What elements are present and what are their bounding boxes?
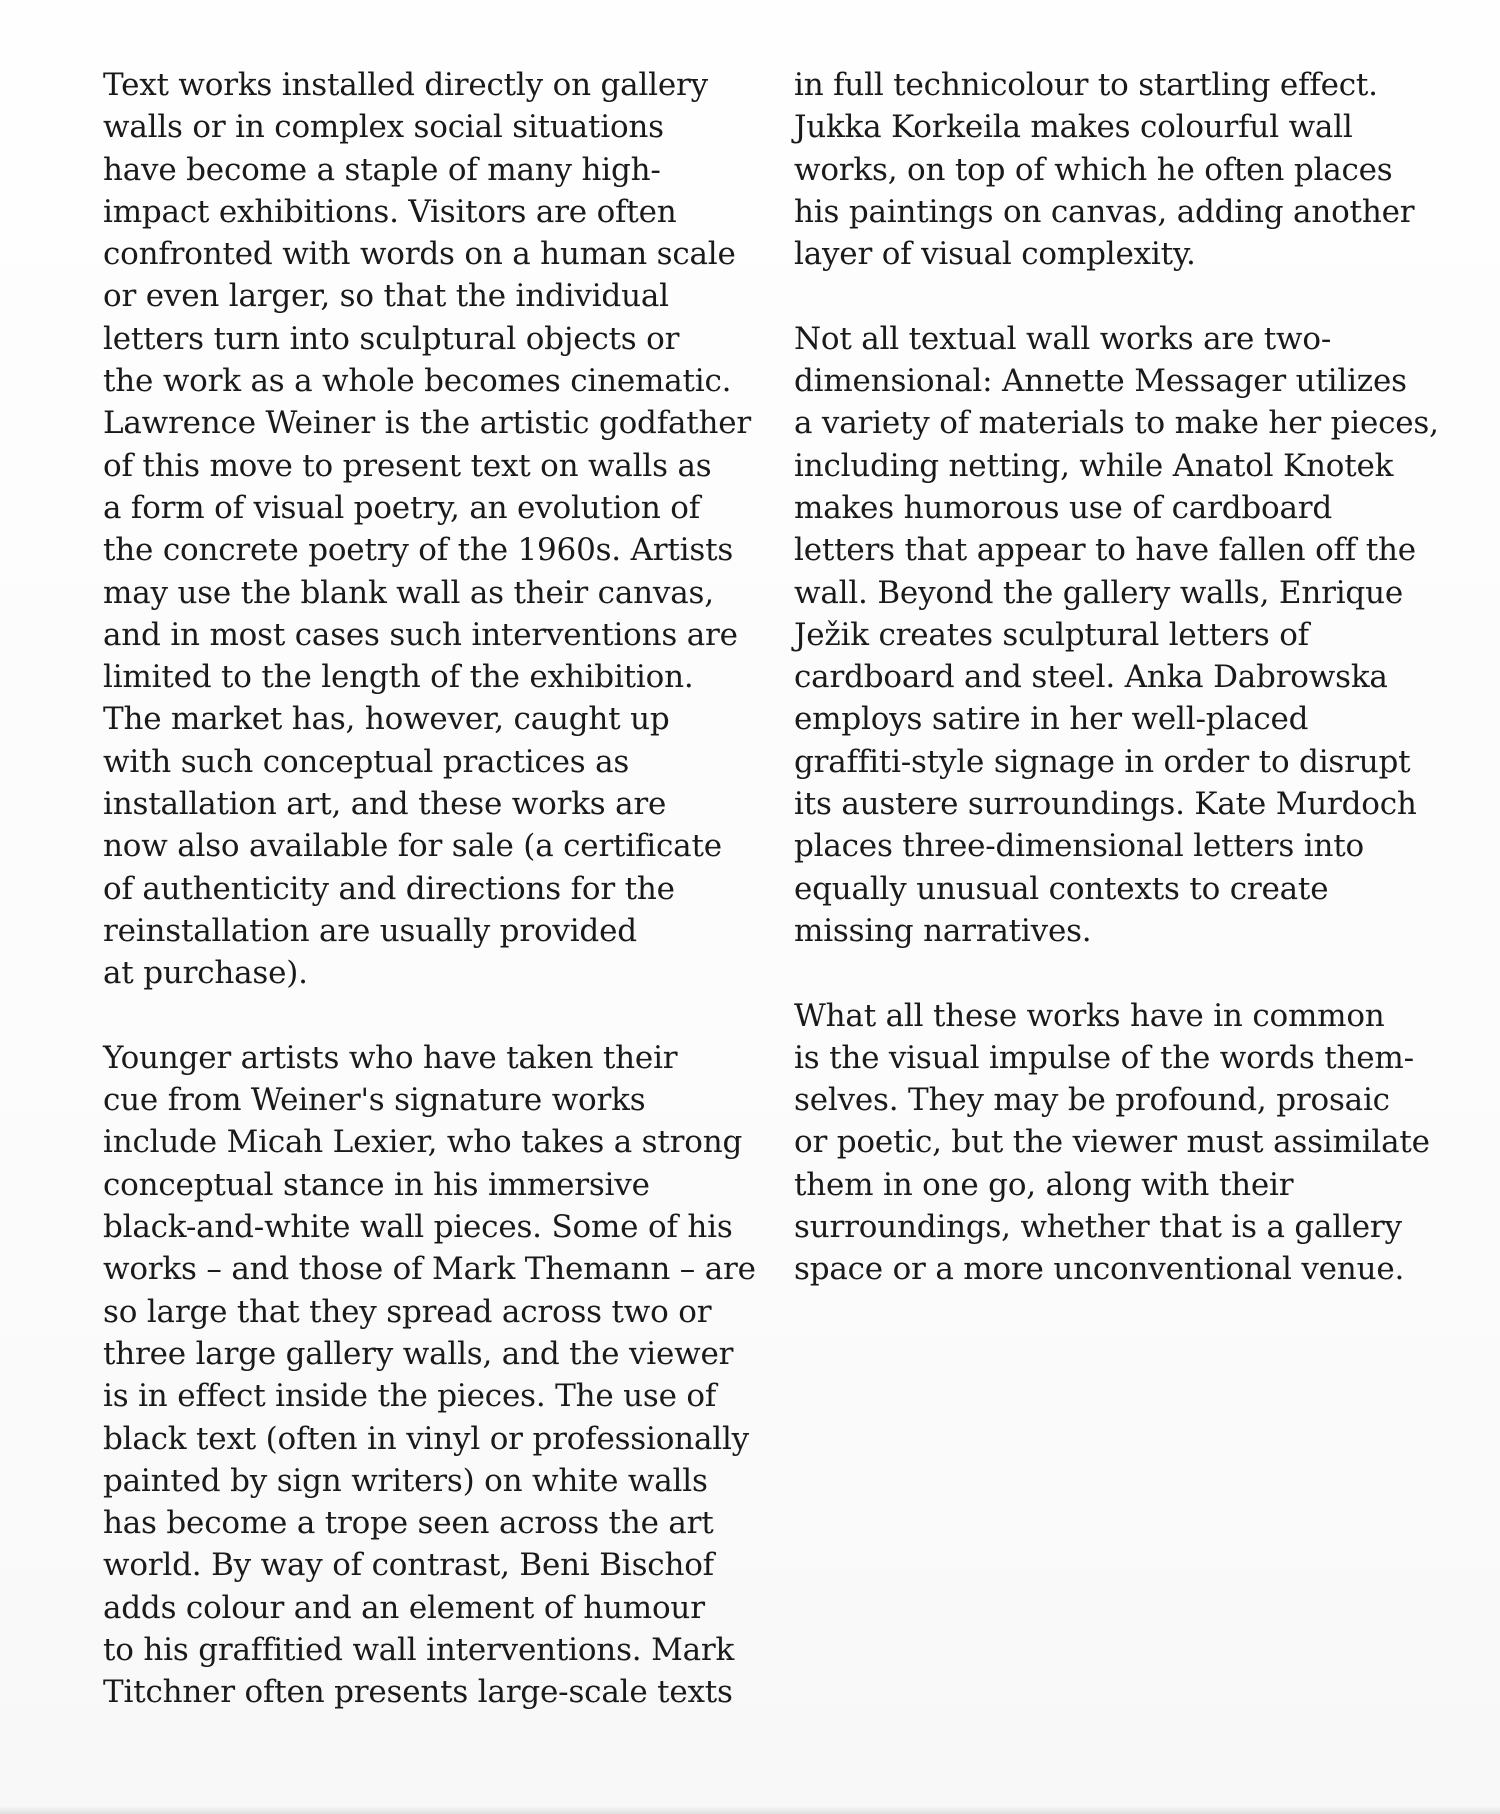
paragraph-gap [794, 275, 1444, 317]
text-line: Lawrence Weiner is the artistic godfather [103, 405, 752, 442]
text-line: including netting, while Anatol Knotek [794, 447, 1394, 484]
text-line: of this move to present text on walls as [103, 447, 712, 484]
text-line: Not all textual wall works are two- [794, 320, 1332, 357]
text-line: works – and those of Mark Themann – are [103, 1251, 756, 1288]
paragraph-technicolour [794, 64, 1444, 275]
text-line: black text (often in vinyl or professionally [103, 1420, 749, 1457]
paragraph-gap [794, 952, 1444, 994]
text-line: Jukka Korkeila makes colourful wall [794, 109, 1353, 146]
text-line: its austere surroundings. Kate Murdoch [794, 786, 1417, 823]
page-bottom-edge [0, 1806, 1500, 1814]
text-line: letters that appear to have fallen off the [794, 532, 1416, 569]
text-line: The market has, however, caught up [103, 701, 670, 738]
text-line: a variety of materials to make her pieces, [794, 405, 1439, 442]
text-line: equally unusual contexts to create [794, 870, 1329, 907]
text-line: have become a staple of many high- [103, 151, 661, 188]
text-line: black-and-white wall pieces. Some of his [103, 1209, 733, 1246]
paragraph-intro [103, 64, 753, 995]
text-line: walls or in complex social situations [103, 109, 664, 146]
text-line: cardboard and steel. Anka Dabrowska [794, 659, 1388, 696]
text-line: now also available for sale (a certificate [103, 828, 722, 865]
text-line: space or a more unconventional venue. [794, 1251, 1405, 1288]
text-line: a form of visual poetry, an evolution of [103, 489, 701, 526]
right-column [794, 64, 1444, 1291]
text-line: of authenticity and directions for the [103, 870, 675, 907]
text-line: impact exhibitions. Visitors are often [103, 193, 677, 230]
text-line: at purchase). [103, 955, 308, 992]
text-line: is the visual impulse of the words them- [794, 1039, 1414, 1076]
text-line: Titchner often presents large-scale texts [103, 1674, 733, 1711]
text-line: three large gallery walls, and the viewer [103, 1335, 734, 1372]
text-line: is in effect inside the pieces. The use of [103, 1378, 717, 1415]
text-line: cue from Weiner's signature works [103, 1082, 646, 1119]
text-line: adds colour and an element of humour [103, 1589, 705, 1626]
left-column [103, 64, 756, 1714]
text-line: letters turn into sculptural objects or [103, 320, 680, 357]
paragraph-gap [103, 995, 753, 1037]
text-line: limited to the length of the exhibition. [103, 659, 694, 696]
text-line: dimensional: Annette Messager utilizes [794, 363, 1407, 400]
text-line: works, on top of which he often places [794, 151, 1393, 188]
text-line: layer of visual complexity. [794, 236, 1196, 273]
text-line: to his graffitied wall interventions. Mark [103, 1631, 735, 1668]
text-line: include Micah Lexier, who takes a strong [103, 1124, 743, 1161]
text-line: so large that they spread across two or [103, 1293, 712, 1330]
text-line: conceptual stance in his immersive [103, 1166, 650, 1203]
text-line: them in one go, along with their [794, 1166, 1294, 1203]
text-line: makes humorous use of cardboard [794, 489, 1332, 526]
text-line: Text works installed directly on gallery [103, 67, 708, 103]
text-line: with such conceptual practices as [103, 743, 630, 780]
paragraph-not-all-two-dimensional [794, 318, 1444, 952]
text-line: in full technicolour to startling effect. [794, 67, 1378, 103]
text-line: world. By way of contrast, Beni Bischof [103, 1547, 714, 1584]
text-line: What all these works have in common [794, 997, 1385, 1034]
text-line: places three-dimensional letters into [794, 828, 1364, 865]
text-line: the work as a whole becomes cinematic. [103, 363, 732, 400]
text-line: and in most cases such interventions are [103, 616, 738, 653]
text-line: surroundings, whether that is a gallery [794, 1209, 1402, 1246]
text-line: or poetic, but the viewer must assimilate [794, 1124, 1430, 1161]
text-line: or even larger, so that the individual [103, 278, 669, 315]
text-line: has become a trope seen across the art [103, 1505, 714, 1542]
text-line: painted by sign writers) on white walls [103, 1462, 708, 1499]
text-line: selves. They may be profound, prosaic [794, 1082, 1390, 1119]
text-line: Younger artists who have taken their [103, 1039, 678, 1076]
paragraph-what-in-common [794, 995, 1444, 1291]
text-line: missing narratives. [794, 912, 1092, 949]
paragraph-younger-artists [103, 1037, 756, 1714]
text-line: installation art, and these works are [103, 786, 667, 823]
text-line: reinstallation are usually provided [103, 912, 637, 949]
text-line: wall. Beyond the gallery walls, Enrique [794, 574, 1403, 611]
text-line: the concrete poetry of the 1960s. Artists [103, 532, 734, 569]
text-line: Ježik creates sculptural letters of [794, 616, 1309, 653]
text-line: his paintings on canvas, adding another [794, 193, 1415, 230]
text-line: confronted with words on a human scale [103, 236, 736, 273]
text-line: graffiti-style signage in order to disrupt [794, 743, 1411, 780]
text-line: employs satire in her well-placed [794, 701, 1309, 738]
text-line: may use the blank wall as their canvas, [103, 574, 714, 611]
